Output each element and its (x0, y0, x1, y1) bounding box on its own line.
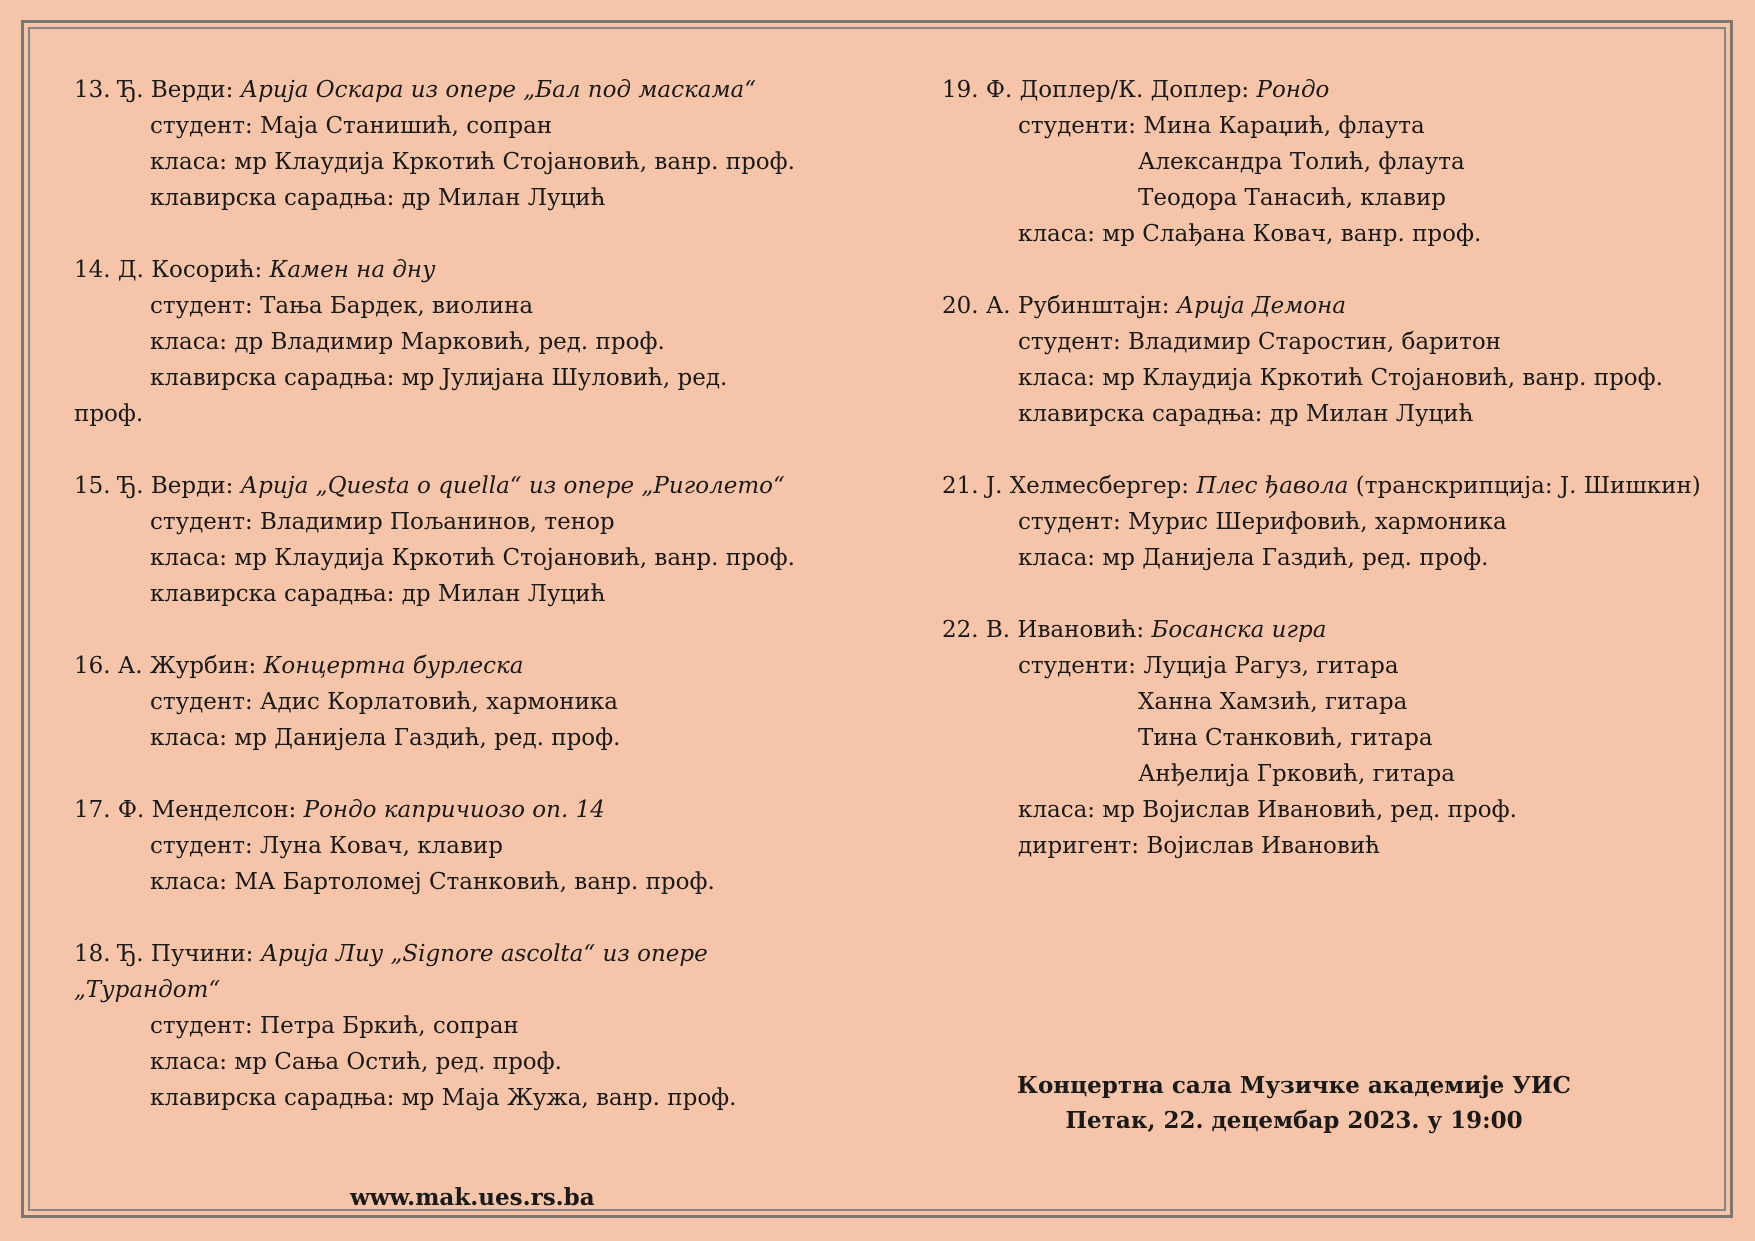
program-item (942, 288, 1702, 432)
program-item-heading (942, 288, 1702, 324)
program-item (74, 468, 894, 612)
program-item (74, 936, 894, 1116)
performer-line: класа: МА Бартоломеј Станковић, ванр. проф. (150, 869, 715, 895)
piece-note: (транскрипција: Ј. Шишкин) (1348, 473, 1701, 499)
performer-line: Александра Толић, флаута (1138, 149, 1465, 175)
performer-line: класа: мр Клаудија Кркотић Стојановић, ванр. проф. (150, 149, 795, 175)
program-item (942, 468, 1702, 576)
performer-line: класа: мр Сања Остић, ред. проф. (150, 1049, 562, 1075)
performer-line: студент: Луна Ковач, клавир (150, 833, 503, 859)
performer-line-continued: проф. (74, 401, 144, 427)
program-item (74, 72, 894, 216)
program-item (74, 648, 894, 756)
performer-line: класа: др Владимир Марковић, ред. проф. (150, 329, 665, 355)
piece-title: Рондо капричиозо оп. 14 (303, 797, 605, 823)
performer-line: клавирска сарадња: др Милан Луцић (1018, 401, 1474, 427)
performer-line: студент: Мурис Шерифовић, хармоника (1018, 509, 1507, 535)
program-item (942, 612, 1702, 864)
composer: 17. Ф. Менделсон: (74, 797, 304, 823)
performer-line: Тина Станковић, гитара (1138, 725, 1433, 751)
venue-name: Концертна сала Музичке академије УИС (1017, 1072, 1571, 1099)
program-item-heading (942, 72, 1702, 108)
performer-line: Ханна Хамзић, гитара (1138, 689, 1408, 715)
composer: 21. Ј. Хелмесбергер: (942, 473, 1197, 499)
program-item-heading (74, 468, 894, 504)
performer-line: студент: Маја Станишић, сопран (150, 113, 553, 139)
program-item-heading (942, 612, 1702, 648)
program-column-left (74, 72, 894, 1152)
composer: 19. Ф. Доплер/К. Доплер: (942, 77, 1257, 103)
piece-title: Концертна бурлеска (263, 653, 524, 679)
performer-line: диригент: Војислав Ивановић (1018, 833, 1380, 859)
performer-line: Теодора Танасић, клавир (1138, 185, 1446, 211)
composer: 14. Д. Косорић: (74, 257, 270, 283)
performer-line: класа: мр Слађана Ковач, ванр. проф. (1018, 221, 1482, 247)
program-item-heading (74, 792, 894, 828)
program-item (74, 792, 894, 900)
performer-line: студенти: Луција Рагуз, гитара (1018, 653, 1399, 679)
piece-title-continued: „Турандот“ (74, 977, 221, 1003)
performer-line: класа: мр Војислав Ивановић, ред. проф. (1018, 797, 1517, 823)
performer-line: студенти: Мина Караџић, флаута (1018, 113, 1425, 139)
venue-info (994, 1068, 1594, 1138)
performer-line: клавирска сарадња: мр Маја Жужа, ванр. проф. (150, 1085, 737, 1111)
website-url: www.mak.ues.rs.ba (350, 1184, 595, 1211)
piece-title: Камен на дну (269, 257, 436, 283)
piece-title: Арија Лиу „Signore ascolta“ из опере (260, 941, 708, 967)
program-item-heading (74, 936, 894, 972)
performer-line: Анђелија Грковић, гитара (1138, 761, 1455, 787)
performer-line: студент: Петра Бркић, сопран (150, 1013, 519, 1039)
performer-line: студент: Тања Бардек, виолина (150, 293, 534, 319)
performer-line: клавирска сарадња: мр Јулијана Шуловић, ред. (150, 365, 728, 391)
piece-title: Арија Демона (1176, 293, 1346, 319)
composer: 16. А. Журбин: (74, 653, 264, 679)
piece-title: Арија Оскара из опере „Бал под маскама“ (240, 77, 756, 103)
composer: 15. Ђ. Верди: (74, 473, 241, 499)
piece-title: Плес ђавола (1196, 473, 1349, 499)
performer-line: класа: мр Данијела Газдић, ред. проф. (1018, 545, 1489, 571)
program-item (74, 252, 894, 432)
program-item-heading (74, 252, 894, 288)
performer-line: клавирска сарадња: др Милан Луцић (150, 185, 606, 211)
composer: 20. А. Рубинштајн: (942, 293, 1177, 319)
program-item (942, 72, 1702, 252)
program-item-heading (74, 648, 894, 684)
piece-title: Босанска игра (1151, 617, 1327, 643)
program-item-heading (74, 72, 894, 108)
performer-line: студент: Владимир Пољанинов, тенор (150, 509, 615, 535)
piece-title: Арија „Questa o quella“ из опере „Риголето“ (240, 473, 785, 499)
performer-line: клавирска сарадња: др Милан Луцић (150, 581, 606, 607)
program-column-right (942, 72, 1702, 900)
performer-line: класа: мр Клаудија Кркотић Стојановић, ванр. проф. (1018, 365, 1663, 391)
performer-line: студент: Адис Корлатовић, хармоника (150, 689, 618, 715)
performer-line: класа: мр Клаудија Кркотић Стојановић, ванр. проф. (150, 545, 795, 571)
composer: 13. Ђ. Верди: (74, 77, 241, 103)
performer-line: класа: мр Данијела Газдић, ред. проф. (150, 725, 621, 751)
program-item-heading (942, 468, 1702, 504)
performer-line: студент: Владимир Старостин, баритон (1018, 329, 1501, 355)
composer: 18. Ђ. Пучини: (74, 941, 261, 967)
piece-title: Рондо (1256, 77, 1330, 103)
concert-date: Петак, 22. децембар 2023. у 19:00 (1065, 1107, 1523, 1134)
composer: 22. В. Ивановић: (942, 617, 1152, 643)
